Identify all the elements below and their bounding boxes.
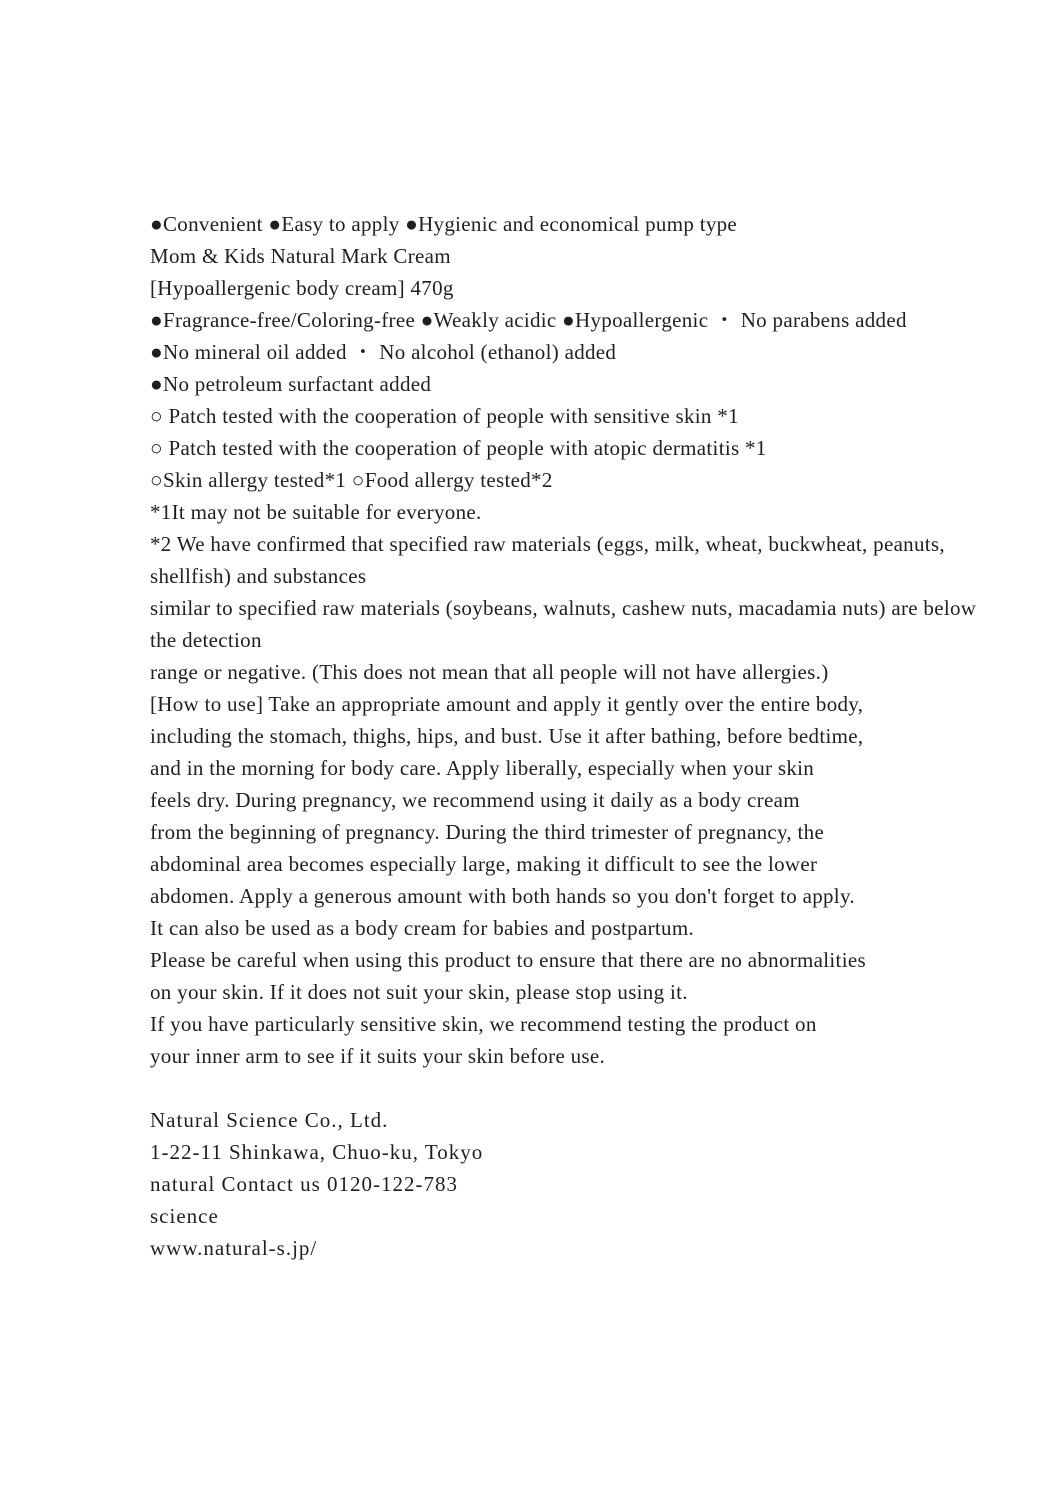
text-line: If you have particularly sensitive skin, we recommend testing the product on	[150, 1012, 817, 1036]
company-address-line: 1-22-11 Shinkawa, Chuo-ku, Tokyo	[150, 1140, 484, 1164]
text-line: ○ Patch tested with the cooperation of people with sensitive skin *1	[150, 404, 739, 428]
text-line: ●No mineral oil added ・ No alcohol (ethanol) added	[150, 340, 617, 364]
text-line: range or negative. (This does not mean that all people will not have allergies.)	[150, 660, 829, 684]
text-line: feels dry. During pregnancy, we recommend using it daily as a body cream	[150, 788, 800, 812]
text-line: from the beginning of pregnancy. During the third trimester of pregnancy, the	[150, 820, 825, 844]
text-line-product-name: Mom & Kids Natural Mark Cream	[150, 244, 451, 268]
text-line: abdomen. Apply a generous amount with both hands so you don't forget to apply.	[150, 884, 855, 908]
text-line: including the stomach, thighs, hips, and bust. Use it after bathing, before bedtime,	[150, 724, 864, 748]
text-line: It can also be used as a body cream for babies and postpartum.	[150, 916, 695, 940]
text-line-features: ●Convenient ●Easy to apply ●Hygienic and economical pump type	[150, 212, 738, 236]
text-line-product-type: [Hypoallergenic body cream] 470g	[150, 276, 454, 300]
text-line-how-to-use: [How to use] Take an appropriate amount and apply it gently over the entire body,	[150, 692, 864, 716]
company-website-line: www.natural-s.jp/	[150, 1236, 318, 1260]
company-name-secondary-line: science	[150, 1204, 219, 1228]
text-line: *2 We have confirmed that specified raw materials (eggs, milk, wheat, buckwheat, peanuts,	[150, 532, 945, 556]
product-description-text	[150, 208, 977, 1264]
company-name-line: Natural Science Co., Ltd.	[150, 1108, 389, 1132]
text-line: *1It may not be suitable for everyone.	[150, 500, 482, 524]
text-line: your inner arm to see if it suits your skin before use.	[150, 1044, 606, 1068]
company-contact-line: natural Contact us 0120-122-783	[150, 1172, 459, 1196]
text-line: shellfish) and substances	[150, 564, 367, 588]
text-line: on your skin. If it does not suit your skin, please stop using it.	[150, 980, 688, 1004]
text-line: ●No petroleum surfactant added	[150, 372, 432, 396]
text-line: similar to specified raw materials (soybeans, walnuts, cashew nuts, macadamia nuts) are below	[150, 596, 977, 620]
text-line: the detection	[150, 628, 262, 652]
text-line: abdominal area becomes especially large, making it difficult to see the lower	[150, 852, 818, 876]
text-line: ○ Patch tested with the cooperation of people with atopic dermatitis *1	[150, 436, 767, 460]
text-line: ○Skin allergy tested*1 ○Food allergy tested*2	[150, 468, 553, 492]
text-line: ●Fragrance-free/Coloring-free ●Weakly acidic ●Hypoallergenic ・ No parabens added	[150, 308, 907, 332]
text-line: and in the morning for body care. Apply liberally, especially when your skin	[150, 756, 815, 780]
text-line: Please be careful when using this product to ensure that there are no abnormalities	[150, 948, 866, 972]
blank-line	[150, 1072, 940, 1104]
